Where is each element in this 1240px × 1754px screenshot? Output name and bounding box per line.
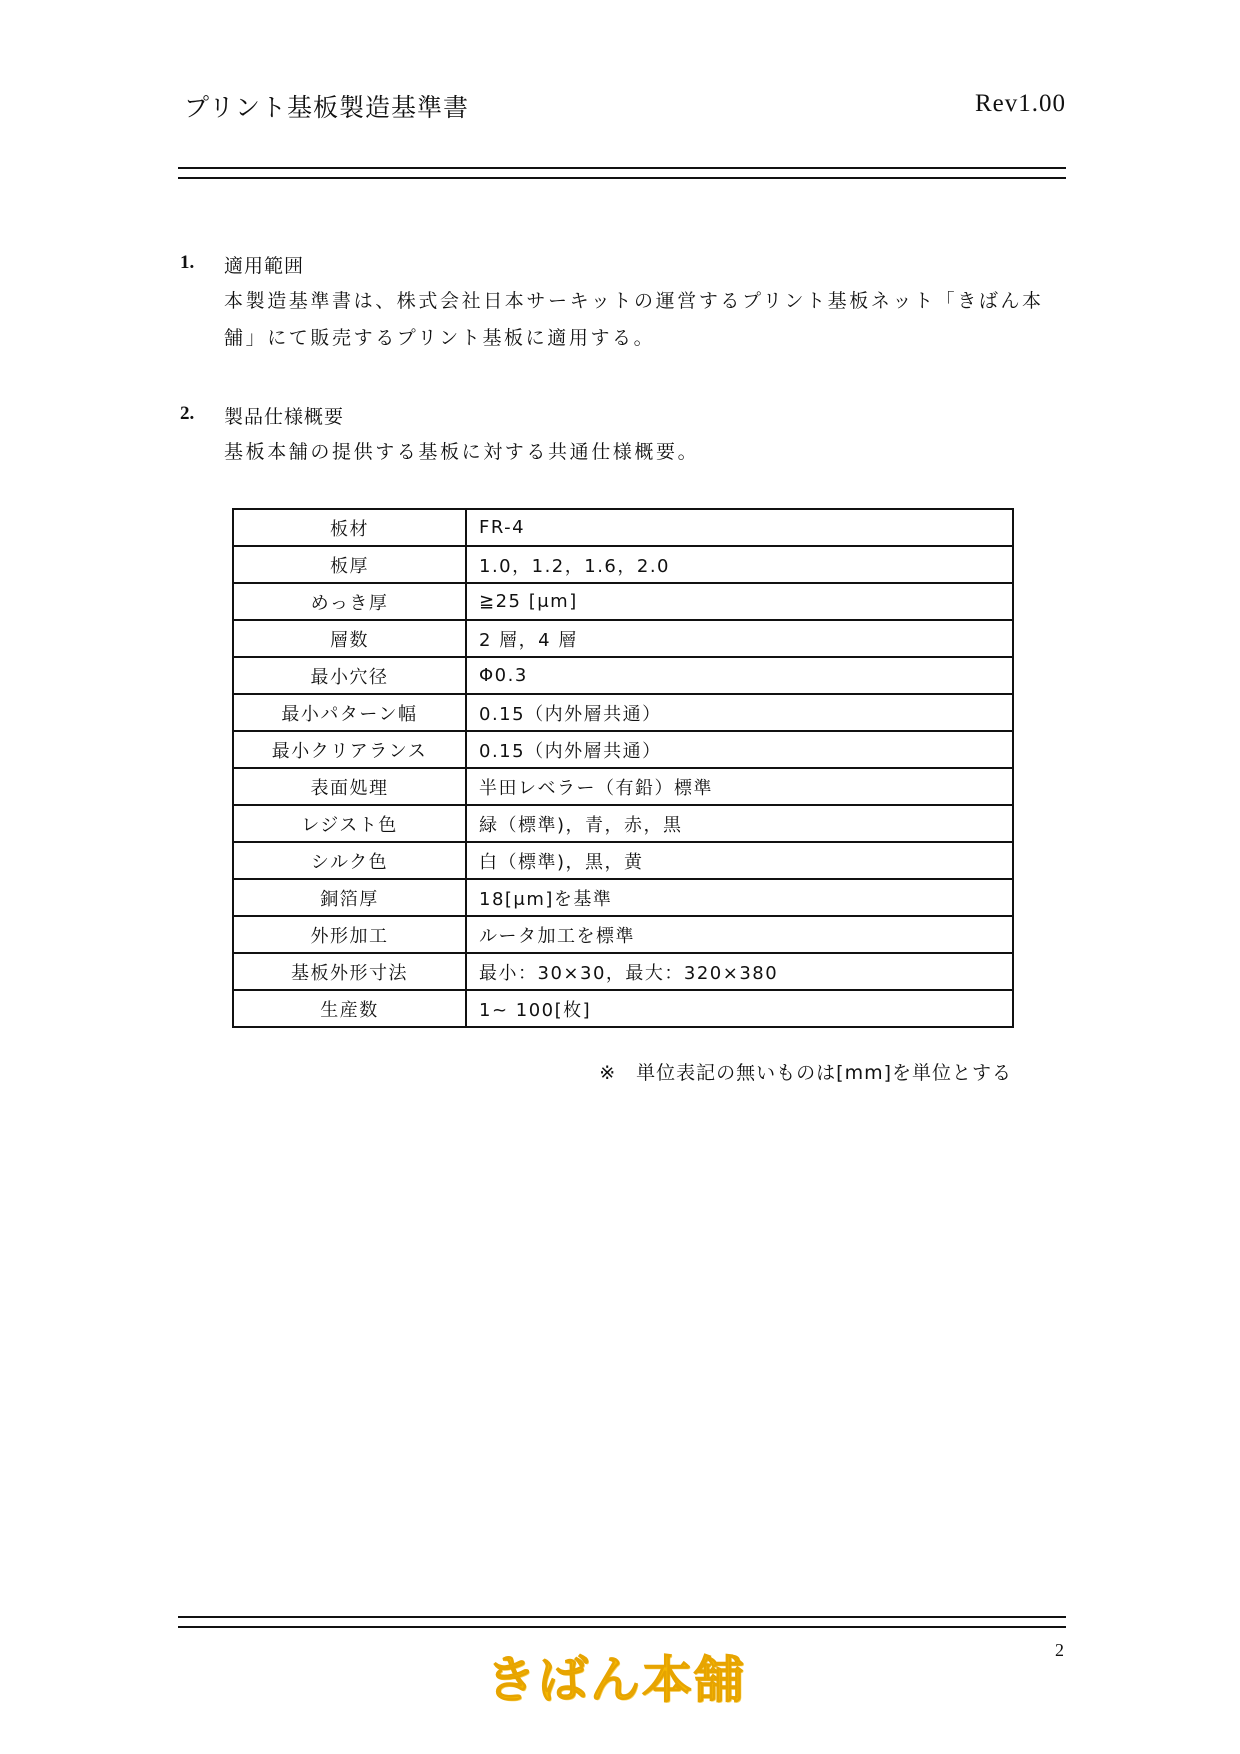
spec-value: 1~ 100[枚] [466, 990, 1013, 1027]
spec-value: 18[μm]を基準 [466, 879, 1013, 916]
spec-value: 半田レベラー（有鉛）標準 [466, 768, 1013, 805]
spec-label: 生産数 [233, 990, 466, 1027]
spec-label: 層数 [233, 620, 466, 657]
table-row [233, 509, 1013, 546]
table-row [233, 620, 1013, 657]
spec-label: 外形加工 [233, 916, 466, 953]
table-row [233, 953, 1013, 990]
spec-label: 板厚 [233, 546, 466, 583]
spec-value: 1.0，1.2，1.6，2.0 [466, 546, 1013, 583]
spec-table [232, 508, 1014, 1028]
table-row [233, 805, 1013, 842]
document-title: プリント基板製造基準書 [184, 93, 470, 122]
spec-label: レジスト色 [233, 805, 466, 842]
table-row [233, 583, 1013, 620]
spec-value: 0.15（内外層共通） [466, 694, 1013, 731]
header-rule-upper [178, 167, 1066, 169]
table-row [233, 768, 1013, 805]
section-number: 2. [180, 403, 195, 424]
spec-value: 最小：30×30，最大：320×380 [466, 953, 1013, 990]
section-body [224, 283, 1074, 357]
table-row [233, 842, 1013, 879]
spec-value: 0.15（内外層共通） [466, 731, 1013, 768]
spec-label: 表面処理 [233, 768, 466, 805]
spec-label: 最小穴径 [233, 657, 466, 694]
revision-label: Rev1.00 [974, 90, 1066, 117]
spec-value: 2 層，4 層 [466, 620, 1013, 657]
spec-value: ルータ加工を標準 [466, 916, 1013, 953]
kiban-honpo-logo: きばん本舗 [486, 1651, 746, 1709]
spec-value: 白（標準)，黒，黄 [466, 842, 1013, 879]
spec-value: ≧25 [μm] [466, 583, 1013, 620]
table-row [233, 916, 1013, 953]
header-rule-lower [178, 177, 1066, 179]
footer-rule-lower [178, 1626, 1066, 1628]
spec-label: シルク色 [233, 842, 466, 879]
page-number: 2 [1055, 1640, 1064, 1660]
table-row [233, 546, 1013, 583]
spec-label: 基板外形寸法 [233, 953, 466, 990]
section-body [224, 434, 1074, 471]
footer-rule-upper [178, 1616, 1066, 1618]
spec-value: FR-4 [466, 509, 1013, 546]
section-title: 適用範囲 [224, 255, 305, 277]
spec-label: 銅箔厚 [233, 879, 466, 916]
table-row [233, 990, 1013, 1027]
spec-label: 最小クリアランス [233, 731, 466, 768]
body-line: 舗」にて販売するプリント基板に適用する。 [224, 327, 656, 349]
table-row [233, 694, 1013, 731]
table-row [233, 657, 1013, 694]
spec-label: 板材 [233, 509, 466, 546]
section-title: 製品仕様概要 [224, 406, 345, 428]
table-row [233, 731, 1013, 768]
spec-label: 最小パターン幅 [233, 694, 466, 731]
table-row [233, 879, 1013, 916]
unit-note: ※ 単位表記の無いものは[mm]を単位とする [599, 1062, 1012, 1084]
body-line: 基板本舗の提供する基板に対する共通仕様概要。 [224, 441, 700, 463]
spec-value: Φ0.3 [466, 657, 1013, 694]
spec-label: めっき厚 [233, 583, 466, 620]
section-number: 1. [180, 252, 195, 273]
body-line: 本製造基準書は、株式会社日本サーキットの運営するプリント基板ネット「きばん本 [224, 290, 1044, 312]
spec-value: 緑（標準)，青，赤，黒 [466, 805, 1013, 842]
